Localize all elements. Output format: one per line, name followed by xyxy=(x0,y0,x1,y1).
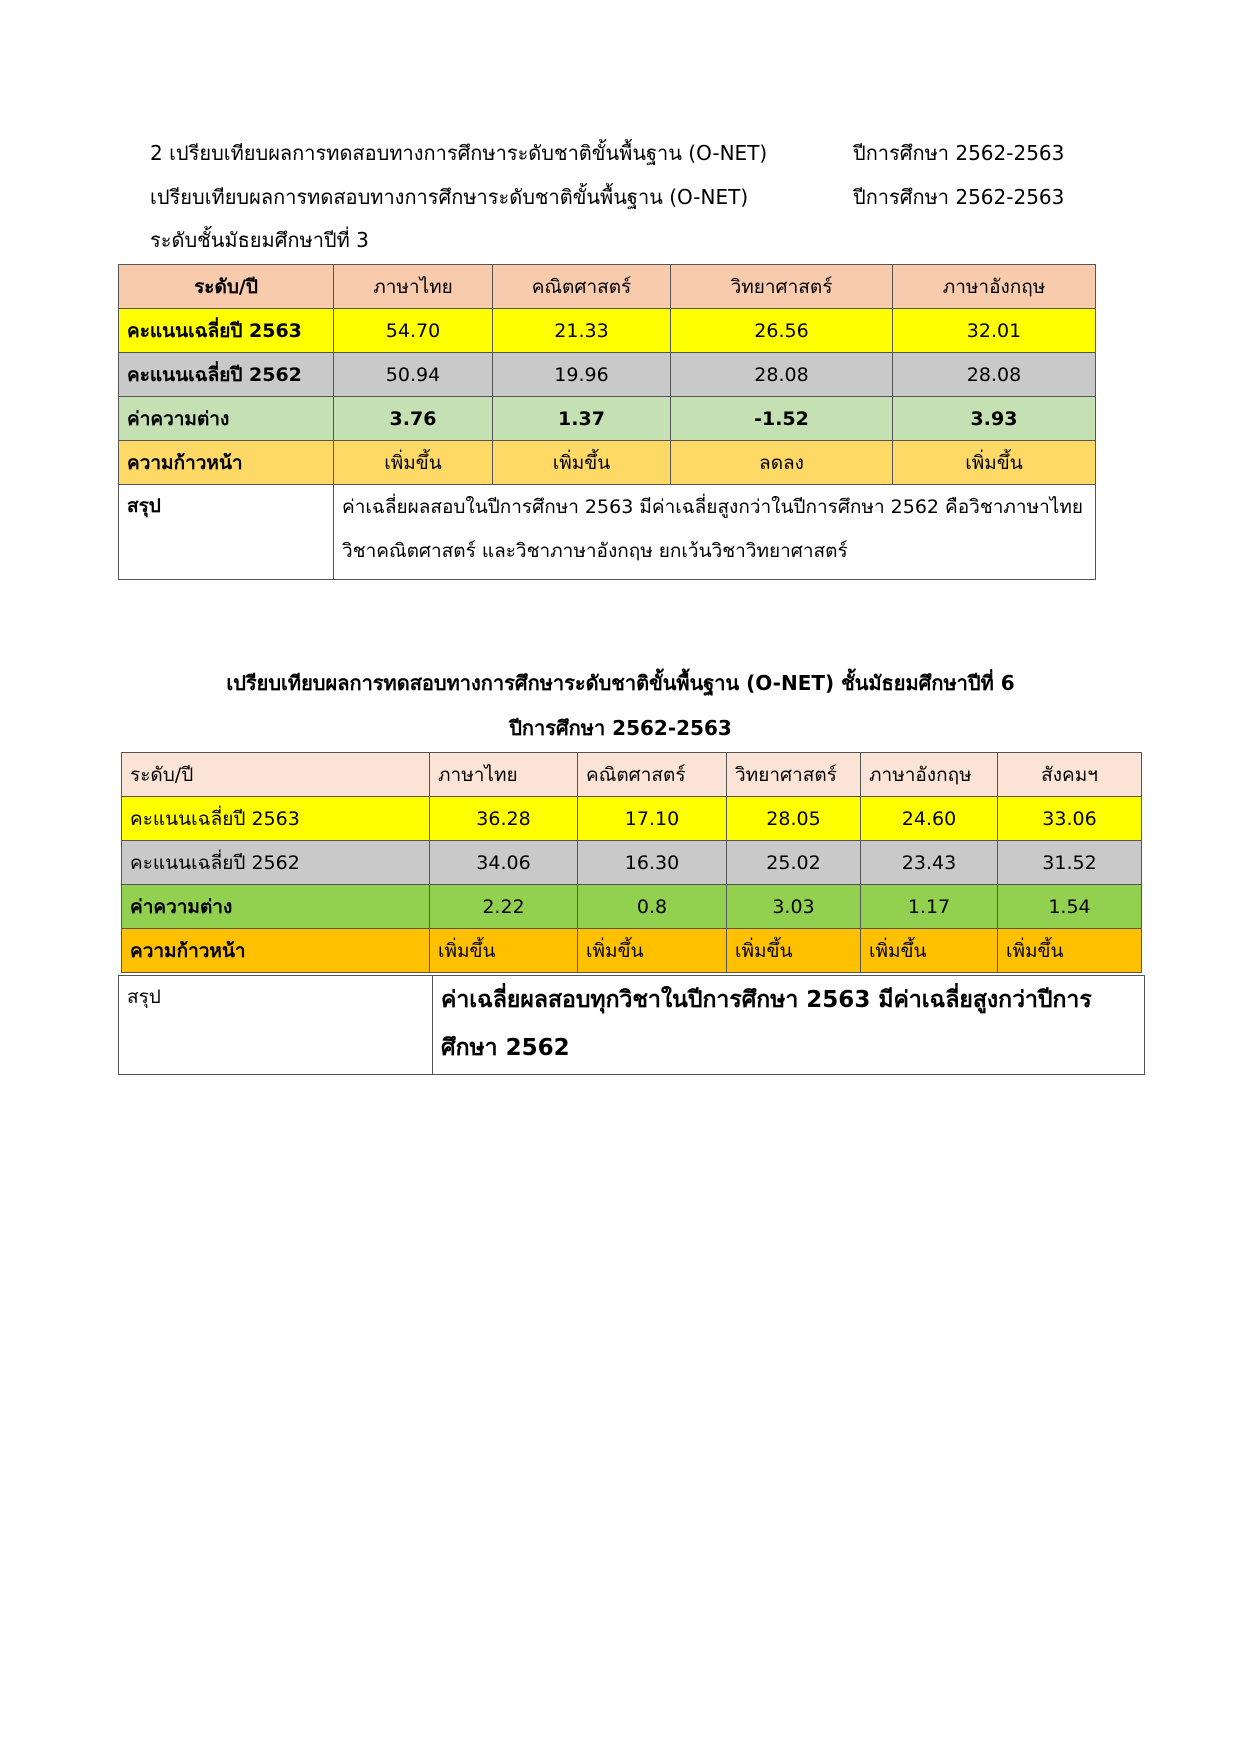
cell: 1.17 xyxy=(861,885,998,929)
cell: เพิ่มขึ้น xyxy=(334,441,493,485)
row-label: คะแนนเฉลี่ยปี 2562 xyxy=(119,353,334,397)
summary-label: สรุป xyxy=(119,485,334,580)
cell: เพิ่มขึ้น xyxy=(861,929,998,973)
cell: 24.60 xyxy=(861,797,998,841)
header-cell: ภาษาไทย xyxy=(334,265,493,309)
table-row xyxy=(119,397,1096,441)
section1-title-line2: เปรียบเทียบผลการทดสอบทางการศึกษาระดับชาติขั้นพื้นฐาน (O-NET) xyxy=(150,185,749,209)
cell: เพิ่มขึ้น xyxy=(578,929,727,973)
header-cell: คณิตศาสตร์ xyxy=(493,265,671,309)
cell: 28.08 xyxy=(893,353,1096,397)
cell: 28.08 xyxy=(671,353,893,397)
table-row xyxy=(122,841,1142,885)
cell: ลดลง xyxy=(671,441,893,485)
row-label: คะแนนเฉลี่ยปี 2563 xyxy=(119,309,334,353)
header-cell: สังคมฯ xyxy=(998,753,1142,797)
summary-row xyxy=(119,976,1145,1075)
header-cell: คณิตศาสตร์ xyxy=(578,753,727,797)
cell: 19.96 xyxy=(493,353,671,397)
table-row xyxy=(122,797,1142,841)
row-label: ความก้าวหน้า xyxy=(122,929,430,973)
cell: 33.06 xyxy=(998,797,1142,841)
cell: 34.06 xyxy=(430,841,578,885)
onet-m3-table xyxy=(118,264,1096,580)
cell: 50.94 xyxy=(334,353,493,397)
cell: เพิ่มขึ้น xyxy=(998,929,1142,973)
summary-text: ค่าเฉลี่ยผลสอบในปีการศึกษา 2563 มีค่าเฉลี่ยสูงกว่าในปีการศึกษา 2562 คือวิชาภาษาไทย วิชาคณิตศาสตร์ และวิชาภาษาอังกฤษ ยกเว้นวิชาวิทยาศาสตร์ xyxy=(334,485,1096,580)
onet-m6-table xyxy=(121,752,1142,973)
cell: 17.10 xyxy=(578,797,727,841)
cell: 31.52 xyxy=(998,841,1142,885)
section1-title-line1: 2 เปรียบเทียบผลการทดสอบทางการศึกษาระดับชาติขั้นพื้นฐาน (O-NET) xyxy=(150,141,768,165)
row-label: ความก้าวหน้า xyxy=(119,441,334,485)
header-cell: ระดับ/ปี xyxy=(119,265,334,309)
cell: 3.93 xyxy=(893,397,1096,441)
summary-label: สรุป xyxy=(119,976,433,1075)
table-row xyxy=(119,441,1096,485)
onet-m6-summary-table xyxy=(118,975,1145,1075)
table-row xyxy=(119,353,1096,397)
table-row xyxy=(122,929,1142,973)
table-header-row xyxy=(119,265,1096,309)
summary-row xyxy=(119,485,1096,580)
cell: 1.54 xyxy=(998,885,1142,929)
header-cell: วิทยาศาสตร์ xyxy=(671,265,893,309)
summary-text: ค่าเฉลี่ยผลสอบทุกวิชาในปีการศึกษา 2563 มีค่าเฉลี่ยสูงกว่าปีการศึกษา 2562 xyxy=(433,976,1145,1075)
header-cell: ภาษาอังกฤษ xyxy=(893,265,1096,309)
cell: 54.70 xyxy=(334,309,493,353)
cell: 2.22 xyxy=(430,885,578,929)
cell: 21.33 xyxy=(493,309,671,353)
section1-title-line3: ระดับชั้นมัธยมศึกษาปีที่ 3 xyxy=(150,228,369,252)
cell: เพิ่มขึ้น xyxy=(493,441,671,485)
cell: 32.01 xyxy=(893,309,1096,353)
cell: 23.43 xyxy=(861,841,998,885)
cell: เพิ่มขึ้น xyxy=(727,929,861,973)
table-row xyxy=(119,309,1096,353)
cell: 0.8 xyxy=(578,885,727,929)
header-cell: ภาษาอังกฤษ xyxy=(861,753,998,797)
section1-title-line1-year: ปีการศึกษา 2562-2563 xyxy=(853,141,1065,165)
table-row xyxy=(122,885,1142,929)
section1-title-line2-year: ปีการศึกษา 2562-2563 xyxy=(853,185,1065,209)
section2-title-line1: เปรียบเทียบผลการทดสอบทางการศึกษาระดับชาติขั้นพื้นฐาน (O-NET) ชั้นมัธยมศึกษาปีที่ 6 xyxy=(226,671,1015,695)
row-label: ค่าความต่าง xyxy=(122,885,430,929)
cell: 1.37 xyxy=(493,397,671,441)
cell: 28.05 xyxy=(727,797,861,841)
cell: 16.30 xyxy=(578,841,727,885)
row-label: คะแนนเฉลี่ยปี 2563 xyxy=(122,797,430,841)
cell: 36.28 xyxy=(430,797,578,841)
cell: 3.76 xyxy=(334,397,493,441)
header-cell: ระดับ/ปี xyxy=(122,753,430,797)
cell: 26.56 xyxy=(671,309,893,353)
header-cell: วิทยาศาสตร์ xyxy=(727,753,861,797)
cell: เพิ่มขึ้น xyxy=(893,441,1096,485)
section2-title-line2: ปีการศึกษา 2562-2563 xyxy=(509,716,732,740)
header-cell: ภาษาไทย xyxy=(430,753,578,797)
cell: เพิ่มขึ้น xyxy=(430,929,578,973)
table-header-row xyxy=(122,753,1142,797)
row-label: คะแนนเฉลี่ยปี 2562 xyxy=(122,841,430,885)
cell: -1.52 xyxy=(671,397,893,441)
cell: 25.02 xyxy=(727,841,861,885)
row-label: ค่าความต่าง xyxy=(119,397,334,441)
cell: 3.03 xyxy=(727,885,861,929)
